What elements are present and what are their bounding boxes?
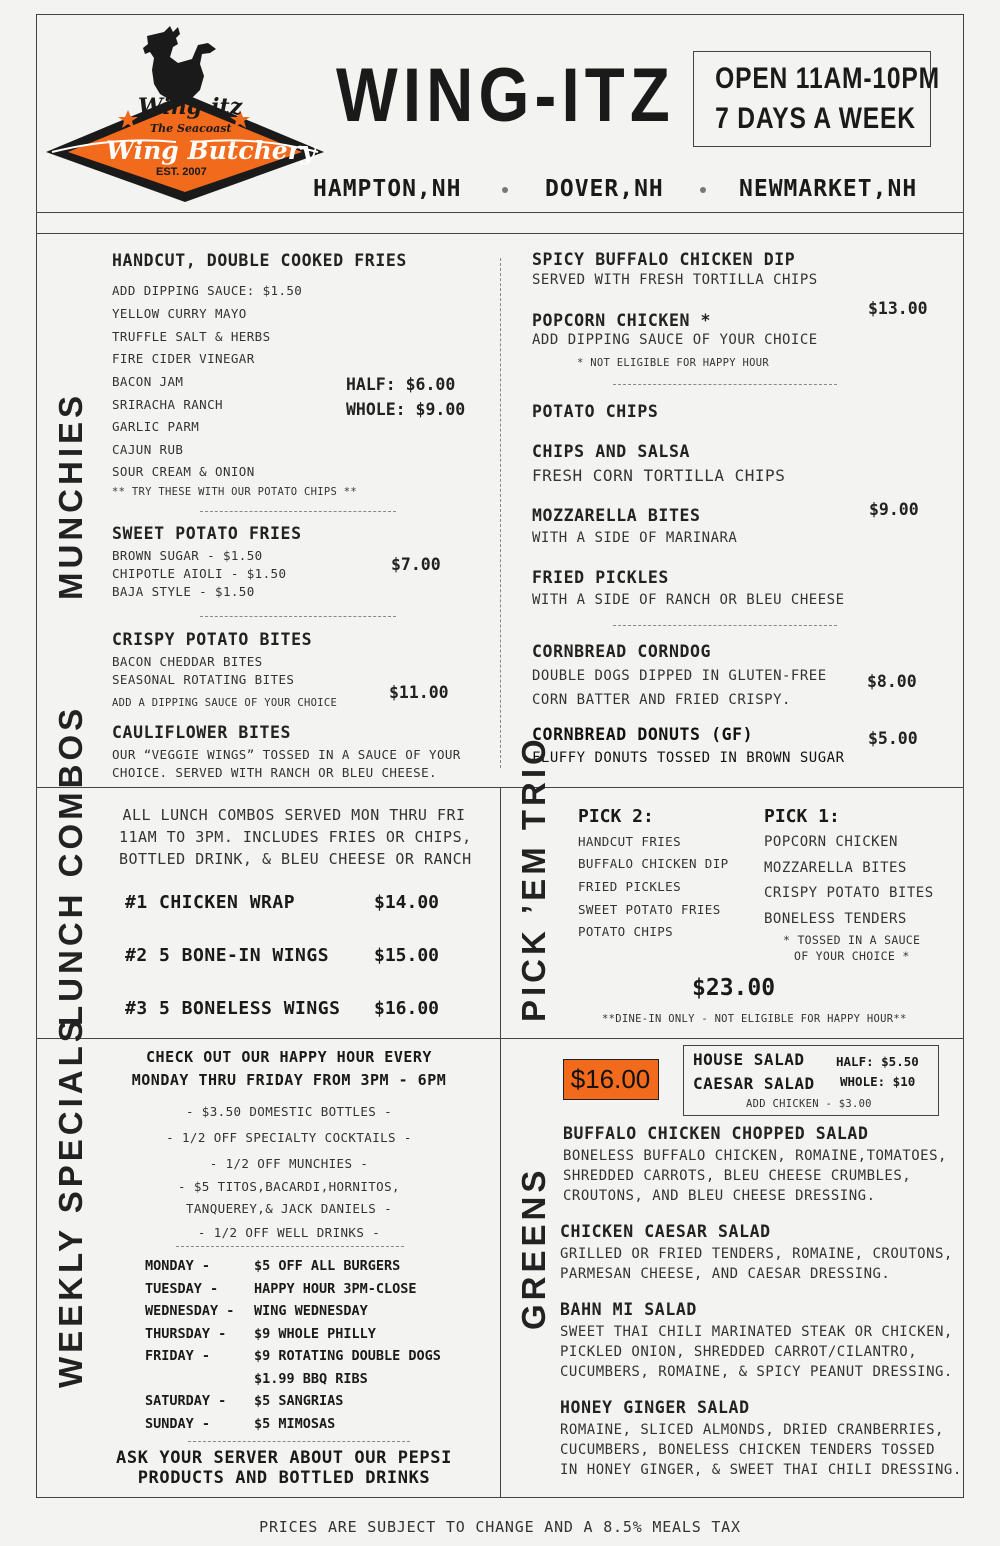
bullet-icon: [700, 187, 706, 193]
divider: [613, 384, 837, 385]
side-salad-box: [683, 1045, 939, 1116]
fries-tip: ** TRY THESE WITH OUR POTATO CHIPS **: [112, 486, 357, 498]
day-deal: $9 ROTATING DOUBLE DOGS: [254, 1348, 441, 1364]
house-salad: HOUSE SALAD: [693, 1050, 805, 1069]
ask-server: PRODUCTS AND BOTTLED DRINKS: [137, 1468, 431, 1488]
cauliflower-title: CAULIFLOWER BITES: [112, 723, 292, 742]
caesar-salad: CAESAR SALAD: [693, 1074, 815, 1093]
corndog-desc: DOUBLE DOGS DIPPED IN GLUTEN-FREE: [532, 668, 827, 684]
divider: [176, 1246, 404, 1247]
salad-desc: IN HONEY GINGER, & SWEET THAI CHILI DRESSING.: [560, 1462, 962, 1478]
salad-title: HONEY GINGER SALAD: [560, 1398, 750, 1417]
lunch-intro: ALL LUNCH COMBOS SERVED MON THRU FRI: [122, 806, 466, 824]
day-deal: $5 MIMOSAS: [254, 1416, 336, 1432]
popcorn-note: * NOT ELIGIBLE FOR HAPPY HOUR: [577, 357, 770, 369]
list-item: BROWN SUGAR - $1.50: [112, 548, 263, 563]
list-item: BUFFALO CHICKEN DIP: [578, 856, 729, 871]
logo-brand: Wing-itz: [138, 94, 243, 120]
donuts-title: CORNBREAD DONUTS (GF): [532, 725, 754, 744]
divider: [200, 616, 396, 617]
potato-bites-title: CRISPY POTATO BITES: [112, 630, 313, 649]
corndog-title: CORNBREAD CORNDOG: [532, 642, 712, 661]
day-deal: WING WEDNESDAY: [254, 1303, 368, 1319]
logo-est: EST. 2007: [156, 166, 207, 178]
salad-desc: BONELESS BUFFALO CHICKEN, ROMAINE,TOMATOES,: [563, 1148, 947, 1164]
salad-desc: ROMAINE, SLICED ALMONDS, DRIED CRANBERRIES,: [560, 1422, 944, 1438]
list-item: TRUFFLE SALT & HERBS: [112, 329, 271, 344]
sauce-note: * TOSSED IN A SAUCE: [783, 933, 921, 947]
pick1-title: PICK 1:: [764, 806, 840, 827]
header-divider: [36, 212, 964, 213]
divider: [200, 511, 396, 512]
list-item: YELLOW CURRY MAYO: [112, 306, 247, 321]
trio-footnote: **DINE-IN ONLY - NOT ELIGIBLE FOR HAPPY HOUR**: [602, 1013, 907, 1025]
potato-bites-note: ADD A DIPPING SAUCE OF YOUR CHOICE: [112, 697, 338, 709]
corndog-desc: CORN BATTER AND FRIED CRISPY.: [532, 692, 791, 708]
dip-title: SPICY BUFFALO CHICKEN DIP: [532, 250, 796, 269]
popcorn-title: POPCORN CHICKEN *: [532, 311, 712, 330]
location-hampton: HAMPTON,NH: [313, 176, 462, 202]
whole-price: WHOLE: $10: [840, 1074, 916, 1089]
hh-item: - $3.50 DOMESTIC BOTTLES -: [185, 1104, 393, 1119]
salsa-desc: FRESH CORN TORTILLA CHIPS: [532, 466, 786, 485]
combo-name: #2 5 BONE-IN WINGS: [125, 945, 330, 966]
list-item: CRISPY POTATO BITES: [764, 885, 934, 901]
days-line: 7 DAYS A WEEK: [715, 102, 916, 135]
list-item: BACON JAM: [112, 374, 184, 389]
salad-desc: SWEET THAI CHILI MARINATED STEAK OR CHICKEN,: [560, 1324, 953, 1340]
price-9: $9.00: [869, 500, 919, 519]
location-dover: DOVER,NH: [545, 176, 664, 202]
day-label: FRIDAY -: [145, 1348, 211, 1364]
salad-desc: CUCUMBERS, ROMAINE, & SPICY PEANUT DRESSING.: [560, 1364, 953, 1380]
list-item: HANDCUT FRIES: [578, 834, 682, 849]
logo: [46, 24, 328, 204]
hours-box: [693, 51, 940, 147]
day-deal: $5 SANGRIAS: [254, 1393, 344, 1409]
donuts-desc: FLUFFY DONUTS TOSSED IN BROWN SUGAR: [532, 750, 845, 766]
day-label: WEDNESDAY -: [145, 1303, 235, 1319]
salad-desc: PICKLED ONION, SHREDDED CARROT/CILANTRO,: [560, 1344, 918, 1360]
hh-item: - 1/2 OFF MUNCHIES -: [209, 1156, 369, 1171]
logo-name: Wing Butchery: [106, 136, 316, 165]
column-divider: [500, 787, 501, 1498]
sauce-note: OF YOUR CHOICE *: [794, 949, 910, 963]
combo-price: $16.00: [374, 998, 440, 1019]
header-divider-2: [36, 233, 964, 234]
combo-price: $15.00: [374, 945, 440, 966]
fries-price-half: HALF: $6.00: [346, 375, 456, 394]
section-title-trio: PICK ’EM TRIO: [515, 735, 552, 1022]
fries-sauce-note: ADD DIPPING SAUCE: $1.50: [112, 283, 303, 298]
sweet-potato-title: SWEET POTATO FRIES: [112, 524, 302, 543]
list-item: CHIPOTLE AIOLI - $1.50: [112, 566, 287, 581]
pick2-title: PICK 2:: [578, 806, 654, 827]
trio-price: $23.00: [692, 975, 776, 1001]
day-deal: $5 OFF ALL BURGERS: [254, 1258, 401, 1274]
divider: [613, 625, 837, 626]
column-divider: [500, 258, 501, 768]
salsa-title: CHIPS AND SALSA: [532, 442, 691, 461]
day-label: THURSDAY -: [145, 1326, 227, 1342]
mozz-title: MOZZARELLA BITES: [532, 506, 701, 525]
ask-server: ASK YOUR SERVER ABOUT OUR PEPSI: [116, 1448, 452, 1468]
list-item: GARLIC PARM: [112, 419, 200, 434]
list-item: SOUR CREAM & ONION: [112, 464, 255, 479]
salad-desc: PARMESAN CHEESE, AND CAESAR DRESSING.: [560, 1266, 891, 1282]
day-deal: HAPPY HOUR 3PM-CLOSE: [254, 1281, 417, 1297]
fries-title: HANDCUT, DOUBLE COOKED FRIES: [112, 251, 407, 270]
fries-price-whole: WHOLE: $9.00: [346, 400, 466, 419]
hh-item: TANQUEREY,& JACK DANIELS -: [185, 1201, 393, 1216]
list-item: FIRE CIDER VINEGAR: [112, 351, 255, 366]
price-8: $8.00: [867, 672, 917, 691]
salad-desc: CUCUMBERS, BONELESS CHICKEN TENDERS TOSSED: [560, 1442, 936, 1458]
price-badge: [563, 1059, 659, 1100]
sweet-potato-price: $7.00: [391, 555, 441, 574]
bullet-icon: [502, 187, 508, 193]
cauliflower-desc: CHOICE. SERVED WITH RANCH OR BLEU CHEESE.: [112, 765, 437, 780]
day-deal: $9 WHOLE PHILLY: [254, 1326, 376, 1342]
hh-line: CHECK OUT OUR HAPPY HOUR EVERY: [146, 1048, 432, 1066]
pickles-title: FRIED PICKLES: [532, 568, 669, 587]
list-item: POPCORN CHICKEN: [764, 834, 898, 850]
day-deal: $1.99 BBQ RIBS: [254, 1371, 368, 1387]
price-badge-text: $16.00: [570, 1064, 651, 1094]
hh-item: - 1/2 OFF WELL DRINKS -: [197, 1225, 381, 1240]
location-newmarket: NEWMARKET,NH: [739, 176, 918, 202]
mozz-desc: WITH A SIDE OF MARINARA: [532, 530, 738, 546]
list-item: BONELESS TENDERS: [764, 911, 907, 927]
hours-line: OPEN 11AM-10PM: [715, 62, 940, 95]
list-item: SEASONAL ROTATING BITES: [112, 672, 295, 687]
hh-item: - $5 TITOS,BACARDI,HORNITOS,: [178, 1179, 400, 1194]
section-title-munchies: MUNCHIES: [52, 391, 89, 600]
section-title-lunch: LUNCH COMBOS: [52, 704, 89, 1026]
list-item: FRIED PICKLES: [578, 879, 682, 894]
salad-title: BUFFALO CHICKEN CHOPPED SALAD: [563, 1124, 869, 1143]
lunch-intro: 11AM TO 3PM. INCLUDES FRIES OR CHIPS,: [119, 828, 472, 846]
hh-line: MONDAY THRU FRIDAY FROM 3PM - 6PM: [131, 1071, 447, 1089]
day-label: TUESDAY -: [145, 1281, 219, 1297]
salad-desc: GRILLED OR FRIED TENDERS, ROMAINE, CROUTONS,: [560, 1246, 953, 1262]
combo-name: #1 CHICKEN WRAP: [125, 892, 296, 913]
list-item: BACON CHEDDAR BITES: [112, 654, 263, 669]
cauliflower-desc: OUR “VEGGIE WINGS” TOSSED IN A SAUCE OF YOUR: [112, 747, 461, 762]
dip-desc: SERVED WITH FRESH TORTILLA CHIPS: [532, 272, 818, 288]
half-price: HALF: $5.50: [836, 1054, 919, 1069]
list-item: MOZZARELLA BITES: [764, 860, 907, 876]
pickles-desc: WITH A SIDE OF RANCH OR BLEU CHEESE: [532, 592, 845, 608]
salad-desc: CROUTONS, AND BLEU CHEESE DRESSING.: [563, 1188, 876, 1204]
day-label: SUNDAY -: [145, 1416, 211, 1432]
list-item: BAJA STYLE - $1.50: [112, 584, 255, 599]
add-chicken: ADD CHICKEN - $3.00: [746, 1098, 872, 1110]
list-item: SWEET POTATO FRIES: [578, 902, 721, 917]
logo-tagline: The Seacoast: [150, 122, 232, 135]
combo-name: #3 5 BONELESS WINGS: [125, 998, 341, 1019]
day-label: SATURDAY -: [145, 1393, 227, 1409]
salad-desc: SHREDDED CARROTS, BLEU CHEESE CRUMBLES,: [563, 1168, 912, 1184]
footer-note: PRICES ARE SUBJECT TO CHANGE AND A 8.5% MEALS TAX: [259, 1518, 741, 1536]
salad-title: BAHN MI SALAD: [560, 1300, 697, 1319]
list-item: SRIRACHA RANCH: [112, 397, 223, 412]
salad-title: CHICKEN CAESAR SALAD: [560, 1222, 771, 1241]
chips-title: POTATO CHIPS: [532, 402, 659, 421]
lunch-intro: BOTTLED DRINK, & BLEU CHEESE OR RANCH: [119, 850, 472, 868]
section-title-specials: WEEKLY SPECIALS: [52, 1016, 89, 1388]
popcorn-desc: ADD DIPPING SAUCE OF YOUR CHOICE: [532, 332, 818, 348]
section-title-greens: GREENS: [515, 1166, 552, 1330]
price-13: $13.00: [868, 299, 928, 318]
divider: [188, 1441, 410, 1442]
day-label: MONDAY -: [145, 1258, 211, 1274]
list-item: POTATO CHIPS: [578, 924, 674, 939]
page-title: WING-ITZ: [336, 53, 675, 138]
list-item: CAJUN RUB: [112, 442, 184, 457]
hh-item: - 1/2 OFF SPECIALTY COCKTAILS -: [166, 1130, 412, 1145]
combo-price: $14.00: [374, 892, 440, 913]
price-5: $5.00: [868, 729, 918, 748]
potato-bites-price: $11.00: [389, 683, 449, 702]
